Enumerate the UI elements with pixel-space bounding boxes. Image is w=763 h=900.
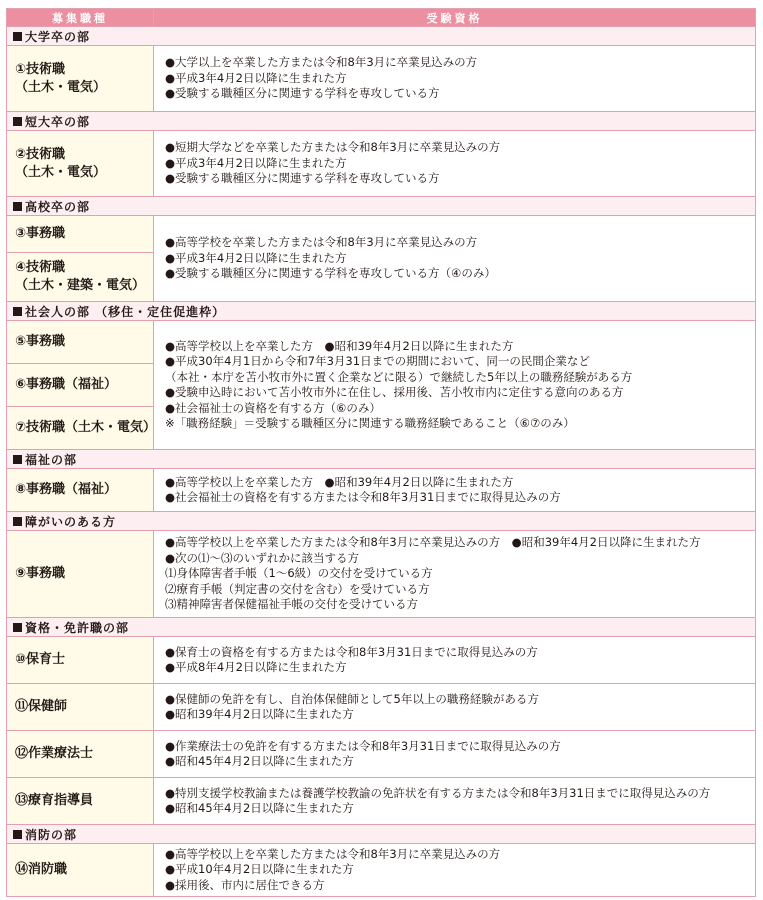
qualification-line: ●平成3年4月2日以降に生まれた方 xyxy=(165,250,347,265)
job-category-line: （土木・建築・電気） xyxy=(15,278,146,293)
job-category-line: ②技術職 xyxy=(15,146,66,162)
job-category-cell xyxy=(7,131,154,197)
table-row xyxy=(7,778,756,825)
section-title-cell xyxy=(7,512,756,531)
qualification-line: ⑵療育手帳（判定書の交付を含む）を受けている方 xyxy=(165,581,430,596)
table-row xyxy=(7,469,756,512)
job-category-line: ③事務職 xyxy=(15,226,66,241)
table-row xyxy=(7,531,756,618)
qualification-table-container xyxy=(6,8,756,897)
section-title-cell xyxy=(7,197,756,216)
qualification-line: ⑶精神障害者保健福祉手帳の交付を受けている方 xyxy=(165,597,418,612)
table-row xyxy=(7,684,756,731)
table-row xyxy=(7,637,756,684)
section-title-cell xyxy=(7,450,756,469)
job-category-cell xyxy=(7,46,154,112)
job-category-cell xyxy=(7,531,154,618)
qualification-line: ●特別支援学校教諭または養護学校教諭の免許状を有する方または令和8年3月31日までに取得見込みの方 xyxy=(165,785,711,800)
qualification-cell xyxy=(154,321,756,450)
black-square-icon xyxy=(13,202,22,211)
job-category-cell xyxy=(7,216,154,253)
qualification-line: ●短期大学などを卒業した方または令和8年3月に卒業見込みの方 xyxy=(165,140,501,155)
section-header-row xyxy=(7,450,756,469)
job-category-line: ④技術職 xyxy=(15,260,66,275)
section-title: 社会人の部 （移住・定住促進枠） xyxy=(25,304,226,319)
section-header-row xyxy=(7,27,756,46)
qualification-cell xyxy=(154,469,756,512)
qualification-line: （本社・本庁を苫小牧市外に置く企業などに限る）で継続した5年以上の職務経験がある方 xyxy=(165,369,633,384)
qualification-line: ●受験する職種区分に関連する学科を専攻している方 xyxy=(165,171,440,186)
black-square-icon xyxy=(13,455,22,464)
table-row xyxy=(7,844,756,897)
qualification-cell xyxy=(154,637,756,684)
qualification-cell xyxy=(154,531,756,618)
table-row xyxy=(7,321,756,364)
qualification-line: ●受験申込時において苫小牧市外に在住し、採用後、苫小牧市内に定住する意向のある方 xyxy=(165,385,624,399)
qualification-line: ●高等学校を卒業した方または令和8年3月に卒業見込みの方 xyxy=(165,235,478,250)
table-row xyxy=(7,131,756,197)
qualification-line: ●昭和45年4月2日以降に生まれた方 xyxy=(165,754,354,768)
section-title-cell xyxy=(7,302,756,321)
qualification-line: ●高等学校以上を卒業した方または令和8年3月に卒業見込みの方 xyxy=(165,846,501,861)
job-category-cell xyxy=(7,469,154,512)
qualification-line: ●作業療法士の免許を有する方または令和8年3月31日までに取得見込みの方 xyxy=(165,738,561,753)
section-header-row xyxy=(7,618,756,637)
table-row xyxy=(7,216,756,253)
table-body xyxy=(7,27,756,897)
job-category-line: ⑥事務職（福祉） xyxy=(15,377,118,392)
job-category-line: ⑨事務職 xyxy=(15,566,66,581)
qualification-line: ●平成10年4月2日以降に生まれた方 xyxy=(165,862,354,877)
qualification-line: ●高等学校以上を卒業した方 ●昭和39年4月2日以降に生まれた方 xyxy=(165,474,514,489)
qualification-cell xyxy=(154,131,756,197)
qualification-line: ●次の⑴～⑶のいずれかに該当する方 xyxy=(165,550,360,565)
qualification-line: ●保健師の免許を有し、自治体保健師として5年以上の職務経験がある方 xyxy=(165,691,539,706)
job-category-line: ⑬療育指導員 xyxy=(15,793,94,808)
qualification-line: ●平成8年4月2日以降に生まれた方 xyxy=(165,660,347,674)
job-category-line: ⑦技術職（土木・電気） xyxy=(15,420,157,435)
qualification-line: ●高等学校以上を卒業した方 ●昭和39年4月2日以降に生まれた方 xyxy=(165,338,514,353)
section-header-row xyxy=(7,302,756,321)
table-header-row xyxy=(7,9,756,27)
section-title: 大学卒の部 xyxy=(25,29,91,44)
black-square-icon xyxy=(13,307,22,316)
qualification-line: ●昭和39年4月2日以降に生まれた方 xyxy=(165,707,354,721)
qualification-table xyxy=(6,8,756,897)
job-category-line: ⑭消防職 xyxy=(15,862,68,877)
qualification-line: ●受験する職種区分に関連する学科を専攻している方 xyxy=(165,86,440,101)
section-title-cell xyxy=(7,618,756,637)
qualification-line: ●社会福祉士の資格を有する方または令和8年3月31日までに取得見込みの方 xyxy=(165,490,561,504)
section-title-cell xyxy=(7,112,756,131)
job-category-cell xyxy=(7,684,154,731)
header-qualifications: 受験資格 xyxy=(154,9,756,27)
job-category-cell xyxy=(7,407,157,450)
qualification-line: ●高等学校以上を卒業した方または令和8年3月に卒業見込みの方 ●昭和39年4月2日以降に生まれた方 xyxy=(165,535,701,550)
qualification-line: ●昭和45年4月2日以降に生まれた方 xyxy=(165,801,354,815)
job-category-line: （土木・電気） xyxy=(15,79,107,95)
job-category-cell xyxy=(7,321,154,364)
black-square-icon xyxy=(13,623,22,632)
table-row xyxy=(7,731,756,778)
section-header-row xyxy=(7,825,756,844)
section-title: 福祉の部 xyxy=(25,452,78,467)
black-square-icon xyxy=(13,32,22,41)
header-job-category: 募集職種 xyxy=(7,9,154,27)
qualification-cell xyxy=(154,216,756,302)
qualification-line: ●大学以上を卒業した方または令和8年3月に卒業見込みの方 xyxy=(165,55,478,70)
section-title: 短大卒の部 xyxy=(25,114,91,129)
job-category-line: ⑪保健師 xyxy=(15,699,68,714)
section-title: 資格・免許職の部 xyxy=(25,620,130,635)
section-header-row xyxy=(7,112,756,131)
qualification-cell xyxy=(154,778,756,825)
black-square-icon xyxy=(13,117,22,126)
qualification-line: ●社会福祉士の資格を有する方（⑥のみ） xyxy=(165,400,381,415)
section-title-cell xyxy=(7,27,756,46)
section-title: 消防の部 xyxy=(25,827,78,842)
job-category-line: ⑤事務職 xyxy=(15,334,66,349)
qualification-line: ●平成30年4月1日から令和7年3月31日までの期間において、同一の民間企業など xyxy=(165,354,590,368)
job-category-cell xyxy=(7,731,154,778)
qualification-line: ●保育士の資格を有する方または令和8年3月31日までに取得見込みの方 xyxy=(165,644,538,659)
job-category-cell xyxy=(7,778,154,825)
section-title-cell xyxy=(7,825,756,844)
qualification-line: ●平成3年4月2日以降に生まれた方 xyxy=(165,70,347,85)
job-category-cell xyxy=(7,364,154,407)
job-category-line: （土木・電気） xyxy=(15,164,107,180)
section-header-row xyxy=(7,512,756,531)
job-category-cell xyxy=(7,253,154,302)
qualification-cell xyxy=(154,684,756,731)
section-title: 高校卒の部 xyxy=(25,199,91,214)
qualification-line: ●平成3年4月2日以降に生まれた方 xyxy=(165,155,347,170)
job-category-cell xyxy=(7,637,154,684)
qualification-cell xyxy=(154,46,756,112)
qualification-line: ●採用後、市内に居住できる方 xyxy=(165,877,325,892)
job-category-line: ⑧事務職（福祉） xyxy=(15,482,118,497)
section-header-row xyxy=(7,197,756,216)
qualification-line: ⑴身体障害者手帳（1～6級）の交付を受けている方 xyxy=(165,566,433,581)
section-title: 障がいのある方 xyxy=(25,514,117,529)
table-row xyxy=(7,46,756,112)
qualification-line: ●受験する職種区分に関連する学科を専攻している方（④のみ） xyxy=(165,266,496,281)
qualification-cell xyxy=(154,844,756,897)
qualification-line: ※「職務経験」＝受験する職種区分に関連する職務経験であること（⑥⑦のみ） xyxy=(165,416,575,430)
black-square-icon xyxy=(13,830,22,839)
job-category-line: ⑩保育士 xyxy=(15,652,66,667)
job-category-cell xyxy=(7,844,154,897)
job-category-line: ⑫作業療法士 xyxy=(15,746,94,761)
black-square-icon xyxy=(13,517,22,526)
job-category-line: ①技術職 xyxy=(15,61,66,77)
qualification-cell xyxy=(154,731,756,778)
